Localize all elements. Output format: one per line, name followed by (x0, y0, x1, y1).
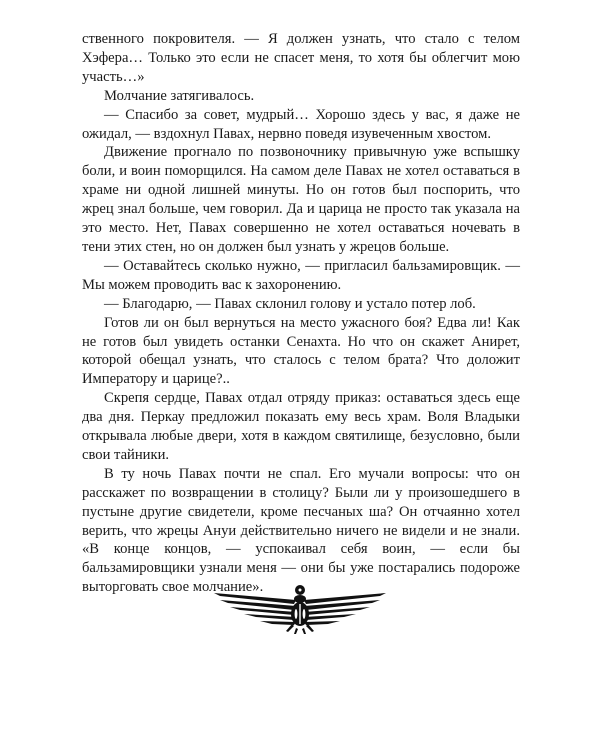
paragraph: Движение прогнало по позвоночнику привычную уже вспышку боли, и воин поморщился. На самом деле Павах не хотел оставаться в храме ни одной лишней минуты. Но он готов был поспорить, что жрец знал больше, чем говорил. Да и царица не просто так указала на это место. Нет, Павах совершенно не хотел оставаться ночевать в тени этих стен, но он должен был узнать у жрецов больше. (82, 144, 520, 255)
paragraph: Готов ли он был вернуться на место ужасного боя? Едва ли! Как не готов был увидеть останки Сенахта. Но что он скажет Анирет, которой обещал узнать, что сталось с телом брата? Что доложит Императору и царице?.. (82, 314, 520, 388)
paragraph-continuation: ственного покровителя. — Я должен узнать, что стало с телом Хэфера… Только это если не спасет меня, то хотя бы облегчит мою участь…» (82, 31, 520, 85)
paragraph: — Спасибо за совет, мудрый… Хорошо здесь у вас, я даже не ожидал, — вздохнул Павах, нервно поведя изувеченным хвостом. (82, 106, 520, 142)
paragraph: — Оставайтесь сколько нужно, — пригласил бальзамировщик. — Мы можем проводить вас к захоронению. (82, 257, 520, 293)
paragraph: Молчание затягивалось. (104, 87, 255, 104)
paragraph: В ту ночь Павах почти не спал. Его мучали вопросы: что он расскажет по возвращении в столицу? Были ли у произошедшего в пустыне другие свидетели, кроме песчаных ша? Он отчаянно хотел верить, что жрецы Ануи действительно ничего не видели и не знали. «В конце концов, — успокаивал себя воин, — если бы бальзамировщики узнали меня — они бы уже постарались подороже выторговать свое молчание». (82, 465, 520, 596)
body-text (82, 30, 520, 597)
paragraph: Скрепя сердце, Павах отдал отряду приказ: оставаться здесь еще два дня. Перкау предложил показать ему весь храм. Воля Владыки открывала любые двери, хотя в каждом святилище, безусловно, были свои тайники. (82, 390, 520, 463)
winged-scarab-ornament-icon (210, 584, 390, 636)
paragraph: — Благодарю, — Павах склонил голову и устало потер лоб. (104, 295, 476, 312)
